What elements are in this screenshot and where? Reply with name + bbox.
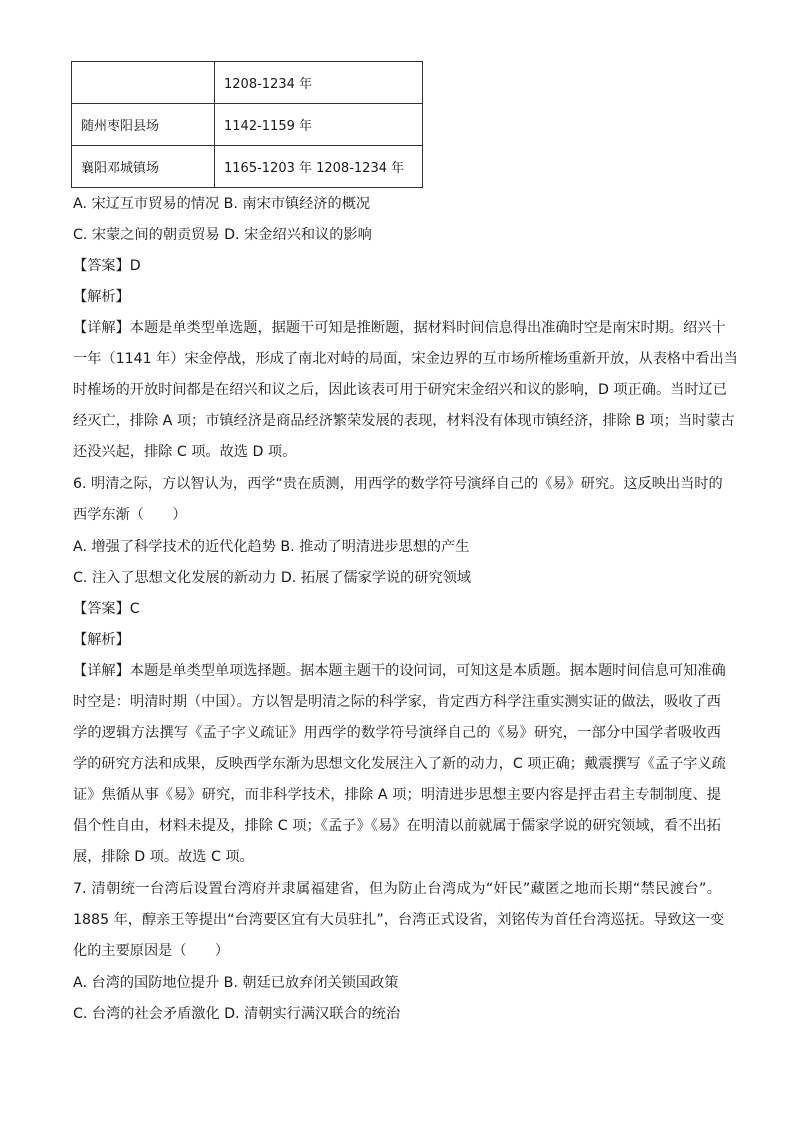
q5-detail-line: 还没兴起，排除 C 项。故选 D 项。	[73, 444, 297, 460]
q5-detail-line: 【详解】本题是单类型单选题，据题干可知是推断题，据材料时间信息得出准确时空是南宋时期。绍兴十	[73, 320, 726, 336]
q7-stem-line: 1885 年，醇亲王等提出“台湾要区宜有大员驻扎”，台湾正式设省，刘铭传为首任台湾巡抚。导致这一变	[73, 912, 725, 928]
q5-detail-line: 经灭亡，排除 A 项；市镇经济是商品经济繁荣发展的表现，材料没有体现市镇经济，排除 B 项；当时蒙古	[73, 413, 735, 429]
table-cell-years: 1142-1159 年	[215, 104, 423, 146]
q5-detail-line: 一年（1141 年）宋金停战，形成了南北对峙的局面，宋金边界的互市场所榷场重新开放，从表格中看出当	[73, 351, 738, 367]
q6-answer: 【答案】C	[73, 601, 140, 617]
q5-options-ab: A. 宋辽互市贸易的情况 B. 南宋市镇经济的概况	[73, 196, 371, 212]
q6-stem-line: 西学东渐（ ）	[73, 507, 187, 523]
q6-options-ab: A. 增强了科学技术的近代化趋势 B. 推动了明清进步思想的产生	[73, 539, 470, 555]
q6-detail-line: 时空是：明清时期（中国）。方以智是明清之际的科学家，肯定西方科学注重实测实证的做法，吸收了西	[73, 694, 721, 710]
q5-options-cd: C. 宋蒙之间的朝贡贸易 D. 宋金绍兴和议的影响	[73, 227, 372, 243]
q6-detail-line: 【详解】本题是单类型单项选择题。据本题主题干的设问词，可知这是本质题。据本题时间信息可知准确	[73, 663, 726, 679]
q6-detail-line: 证》焦循从事《易》研究，而非科学技术，排除 A 项；明清进步思想主要内容是抨击君主专制制度、提	[73, 787, 721, 803]
table-cell-place: 随州枣阳县场	[72, 104, 215, 146]
q6-detail-line: 学的逻辑方法撰写《孟子字义疏证》用西学的数学符号演绎自己的《易》研究，一部分中国学者吸收西	[73, 725, 721, 741]
market-table	[71, 61, 423, 188]
q5-answer: 【答案】D	[73, 258, 141, 274]
q6-stem-line: 6. 明清之际，方以智认为，西学“贵在质测，用西学的数学符号演绎自己的《易》研究。这反映出当时的	[73, 476, 723, 492]
q6-detail-line: 展，排除 D 项。故选 C 项。	[73, 849, 254, 865]
q5-analysis-label: 【解析】	[73, 289, 130, 305]
table-row	[72, 146, 423, 188]
q7-options-ab: A. 台湾的国防地位提升 B. 朝廷已放弃闭关锁国政策	[73, 975, 399, 991]
q7-stem-line: 7. 清朝统一台湾后设置台湾府并隶属福建省，但为防止台湾成为“奸民”藏匿之地而长期“禁民渡台”。	[73, 881, 721, 897]
q6-analysis-label: 【解析】	[73, 632, 130, 648]
table-cell-years: 1208-1234 年	[215, 62, 423, 104]
table-cell-place	[72, 62, 215, 104]
q7-options-cd: C. 台湾的社会矛盾激化 D. 清朝实行满汉联合的统治	[73, 1006, 401, 1022]
q6-options-cd: C. 注入了思想文化发展的新动力 D. 拓展了儒家学说的研究领域	[73, 570, 472, 586]
q6-detail-line: 学的研究方法和成果，反映西学东渐为思想文化发展注入了新的动力，C 项正确；戴震撰写《孟子字义疏	[73, 756, 726, 772]
q6-detail-line: 倡个性自由，材料未提及，排除 C 项；《孟子》《易》在明清以前就属于儒家学说的研究领域，看不出拓	[73, 818, 721, 834]
q5-detail-line: 时榷场的开放时间都是在绍兴和议之后，因此该表可用于研究宋金绍兴和议的影响，D 项正确。当时辽已	[73, 382, 727, 398]
q7-stem-line: 化的主要原因是（ ）	[73, 943, 230, 959]
table-row	[72, 62, 423, 104]
table-cell-place: 襄阳邓城镇场	[72, 146, 215, 188]
table-cell-years: 1165-1203 年 1208-1234 年	[215, 146, 423, 188]
table-row	[72, 104, 423, 146]
